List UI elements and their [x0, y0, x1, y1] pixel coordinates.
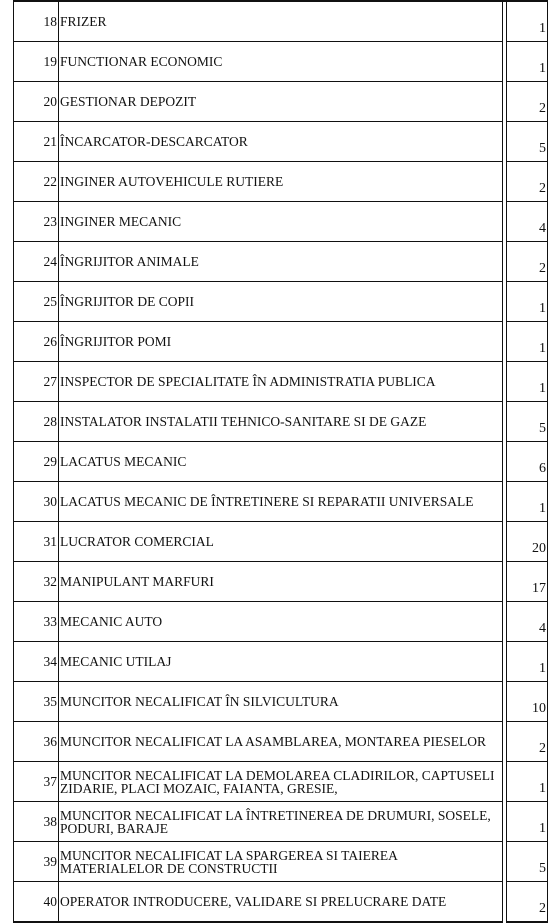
vacancy-count: 2 [507, 722, 548, 762]
job-title: INGINER MECANIC [59, 202, 503, 242]
row-number: 30 [14, 482, 59, 522]
row-number: 26 [14, 322, 59, 362]
job-title: MUNCITOR NECALIFICAT LA ÎNTRETINEREA DE DRUMURI, SOSELE, PODURI, BARAJE [59, 802, 503, 842]
job-title: MUNCITOR NECALIFICAT ÎN SILVICULTURA [59, 682, 503, 722]
table-row [14, 802, 548, 842]
vacancy-count: 20 [507, 522, 548, 562]
job-title: MUNCITOR NECALIFICAT LA DEMOLAREA CLADIRILOR, CAPTUSELI ZIDARIE, PLACI MOZAIC, FAIANTA, GRESIE, [59, 762, 503, 802]
table-row [14, 602, 548, 642]
vacancy-count: 1 [507, 762, 548, 802]
job-title: ÎNGRIJITOR DE COPII [59, 282, 503, 322]
table-row [14, 362, 548, 402]
vacancy-count: 5 [507, 402, 548, 442]
row-number: 24 [14, 242, 59, 282]
job-title: GESTIONAR DEPOZIT [59, 82, 503, 122]
row-number: 19 [14, 42, 59, 82]
vacancy-count: 1 [507, 362, 548, 402]
table-row [14, 682, 548, 722]
job-title: LACATUS MECANIC [59, 442, 503, 482]
table-row [14, 42, 548, 82]
vacancy-count: 1 [507, 282, 548, 322]
row-number: 25 [14, 282, 59, 322]
row-number: 33 [14, 602, 59, 642]
vacancy-count: 1 [507, 802, 548, 842]
vacancy-count: 2 [507, 882, 548, 923]
job-title: ÎNGRIJITOR ANIMALE [59, 242, 503, 282]
table-row [14, 82, 548, 122]
job-title: FRIZER [59, 1, 503, 42]
job-title: INSPECTOR DE SPECIALITATE ÎN ADMINISTRATIA PUBLICA [59, 362, 503, 402]
table-row [14, 722, 548, 762]
table-row [14, 242, 548, 282]
vacancy-count: 1 [507, 482, 548, 522]
job-title: INGINER AUTOVEHICULE RUTIERE [59, 162, 503, 202]
job-title: MECANIC AUTO [59, 602, 503, 642]
vacancy-count: 2 [507, 162, 548, 202]
table-row [14, 882, 548, 923]
table-row [14, 482, 548, 522]
table-row [14, 522, 548, 562]
row-number: 32 [14, 562, 59, 602]
job-title: INSTALATOR INSTALATII TEHNICO-SANITARE SI DE GAZE [59, 402, 503, 442]
table-row [14, 842, 548, 882]
vacancy-count: 6 [507, 442, 548, 482]
row-number: 23 [14, 202, 59, 242]
table-row [14, 162, 548, 202]
table-row [14, 282, 548, 322]
job-vacancies-table-page [13, 0, 547, 916]
vacancy-count: 1 [507, 642, 548, 682]
table-row [14, 122, 548, 162]
job-title: MUNCITOR NECALIFICAT LA ASAMBLAREA, MONTAREA PIESELOR [59, 722, 503, 762]
row-number: 35 [14, 682, 59, 722]
table-row [14, 1, 548, 42]
row-number: 18 [14, 1, 59, 42]
job-title: MANIPULANT MARFURI [59, 562, 503, 602]
vacancy-count: 4 [507, 602, 548, 642]
vacancy-count: 2 [507, 82, 548, 122]
job-title: MUNCITOR NECALIFICAT LA SPARGEREA SI TAIEREA MATERIALELOR DE CONSTRUCTII [59, 842, 503, 882]
table-row [14, 202, 548, 242]
table-row [14, 442, 548, 482]
job-title: FUNCTIONAR ECONOMIC [59, 42, 503, 82]
table-row [14, 322, 548, 362]
job-title: LUCRATOR COMERCIAL [59, 522, 503, 562]
vacancy-count: 10 [507, 682, 548, 722]
job-title: LACATUS MECANIC DE ÎNTRETINERE SI REPARATII UNIVERSALE [59, 482, 503, 522]
vacancy-count: 1 [507, 42, 548, 82]
table-row [14, 762, 548, 802]
row-number: 40 [14, 882, 59, 923]
row-number: 28 [14, 402, 59, 442]
job-title: OPERATOR INTRODUCERE, VALIDARE SI PRELUCRARE DATE [59, 882, 503, 923]
row-number: 21 [14, 122, 59, 162]
row-number: 27 [14, 362, 59, 402]
row-number: 39 [14, 842, 59, 882]
vacancy-count: 2 [507, 242, 548, 282]
table-row [14, 562, 548, 602]
row-number: 29 [14, 442, 59, 482]
row-number: 34 [14, 642, 59, 682]
row-number: 31 [14, 522, 59, 562]
vacancy-count: 1 [507, 322, 548, 362]
row-number: 37 [14, 762, 59, 802]
row-number: 22 [14, 162, 59, 202]
vacancy-count: 17 [507, 562, 548, 602]
vacancy-count: 5 [507, 122, 548, 162]
vacancy-count: 1 [507, 1, 548, 42]
vacancy-count: 4 [507, 202, 548, 242]
table-row [14, 402, 548, 442]
job-title: MECANIC UTILAJ [59, 642, 503, 682]
job-vacancies-table [13, 0, 548, 923]
job-title: ÎNGRIJITOR POMI [59, 322, 503, 362]
row-number: 20 [14, 82, 59, 122]
vacancy-count: 5 [507, 842, 548, 882]
table-row [14, 642, 548, 682]
row-number: 36 [14, 722, 59, 762]
job-title: ÎNCARCATOR-DESCARCATOR [59, 122, 503, 162]
row-number: 38 [14, 802, 59, 842]
